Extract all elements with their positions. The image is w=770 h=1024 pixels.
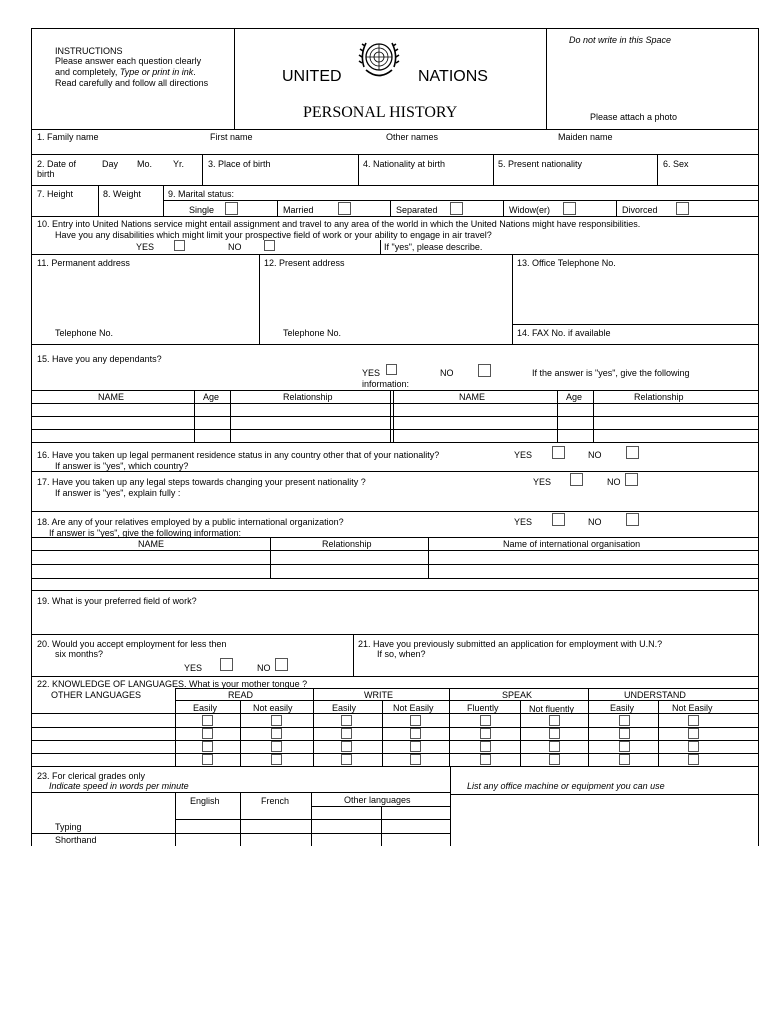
language-checkbox[interactable]	[410, 741, 421, 752]
language-checkbox[interactable]	[341, 728, 352, 739]
header-left-border	[31, 28, 32, 129]
table-row	[31, 442, 759, 443]
table-column	[658, 700, 659, 766]
understand-easily-header: Easily	[610, 703, 635, 713]
yes-label: YES	[184, 663, 203, 673]
single-checkbox[interactable]	[225, 202, 238, 215]
office-machines-label: List any office machine or equipment you can use	[467, 781, 665, 791]
telephone-label: Telephone No.	[55, 328, 114, 338]
describe-label: If "yes", please describe.	[384, 242, 483, 252]
cell-divider	[202, 154, 203, 185]
table-column	[520, 700, 521, 766]
write-header: WRITE	[364, 690, 393, 700]
language-checkbox[interactable]	[688, 754, 699, 765]
cell-divider	[358, 154, 359, 185]
cell-divider	[390, 200, 391, 216]
table-row	[31, 403, 759, 404]
table-column	[557, 390, 558, 442]
row-divider	[31, 216, 759, 217]
language-checkbox[interactable]	[341, 754, 352, 765]
table-column	[240, 700, 241, 766]
cell-divider	[503, 200, 504, 216]
sex-label: 6. Sex	[663, 159, 689, 169]
dependants-instruction: If the answer is "yes", give the following	[532, 368, 690, 378]
fax-label: 14. FAX No. if available	[517, 328, 611, 338]
other-languages-label: OTHER LANGUAGES	[51, 690, 142, 700]
nationality-change-yes-checkbox[interactable]	[570, 473, 583, 486]
table-row	[31, 550, 759, 551]
row-divider	[31, 254, 759, 255]
language-checkbox[interactable]	[688, 728, 699, 739]
relatives-sub: If answer is "yes", give the following information:	[49, 528, 241, 538]
table-border	[175, 700, 758, 701]
row-divider	[512, 324, 758, 325]
language-checkbox[interactable]	[271, 754, 282, 765]
header-divider	[234, 28, 235, 129]
table-header-age: Age	[566, 392, 583, 402]
language-checkbox[interactable]	[271, 741, 282, 752]
widowed-checkbox[interactable]	[563, 202, 576, 215]
table-column	[393, 390, 394, 442]
yes-label: YES	[362, 368, 381, 378]
widowed-label: Widow(er)	[509, 205, 551, 215]
language-checkbox[interactable]	[619, 741, 630, 752]
form-right-border	[758, 28, 759, 846]
field-of-work-question: 19. What is your preferred field of work?	[37, 596, 197, 606]
marital-status-label: 9. Marital status:	[168, 189, 235, 199]
language-checkbox[interactable]	[202, 754, 213, 765]
language-checkbox[interactable]	[410, 728, 421, 739]
table-column	[588, 688, 589, 766]
table-row	[31, 753, 759, 754]
cell-divider	[277, 200, 278, 216]
language-checkbox[interactable]	[688, 741, 699, 752]
language-checkbox[interactable]	[480, 728, 491, 739]
date-of-birth-label: birth	[37, 169, 55, 179]
relatives-no-checkbox[interactable]	[626, 513, 639, 526]
table-header-name: NAME	[138, 539, 165, 549]
row-divider	[31, 634, 759, 635]
table-column	[593, 390, 594, 442]
table-row	[31, 727, 759, 728]
dependants-no-checkbox[interactable]	[478, 364, 491, 377]
language-checkbox[interactable]	[410, 715, 421, 726]
table-row	[31, 766, 759, 767]
read-easily-header: Easily	[193, 703, 218, 713]
org-name-united: UNITED	[282, 68, 342, 85]
table-column	[194, 390, 195, 442]
residence-yes-checkbox[interactable]	[552, 446, 565, 459]
language-checkbox[interactable]	[271, 728, 282, 739]
office-use-note: Do not write in this Space	[569, 35, 672, 45]
table-column	[230, 390, 231, 442]
table-column	[382, 700, 383, 766]
row-divider	[31, 590, 759, 591]
residence-question: 16. Have you taken up legal permanent residence status in any country other that of your nationality?	[37, 450, 440, 460]
yes-label: YES	[514, 450, 533, 460]
instructions-line: Please answer each question clearly	[55, 56, 202, 66]
row-divider	[31, 471, 759, 472]
understand-header: UNDERSTAND	[624, 690, 686, 700]
language-checkbox[interactable]	[341, 741, 352, 752]
cell-divider	[493, 154, 494, 185]
table-column	[311, 792, 312, 846]
year-label: Yr.	[173, 159, 185, 169]
table-header-relationship: Relationship	[634, 392, 684, 402]
english-header: English	[190, 796, 220, 806]
disabilities-question: Have you any disabilities which might limit your prospective field of work or your ability to engage in air travel?	[55, 230, 492, 240]
shorthand-label: Shorthand	[55, 835, 97, 845]
row-divider	[31, 676, 759, 677]
no-label: NO	[588, 450, 602, 460]
understand-not-easily-header: Not Easily	[672, 703, 713, 713]
short-employment-question: six months?	[55, 649, 104, 659]
cell-divider	[616, 200, 617, 216]
no-label: NO	[257, 663, 271, 673]
short-employment-yes-checkbox[interactable]	[220, 658, 233, 671]
speak-not-fluently-header: Not fluently	[529, 704, 575, 714]
no-label: NO	[228, 242, 242, 252]
language-checkbox[interactable]	[410, 754, 421, 765]
married-label: Married	[283, 205, 314, 215]
table-column	[381, 806, 382, 846]
table-column	[428, 537, 429, 578]
divorced-label: Divorced	[622, 205, 658, 215]
table-row	[175, 819, 450, 820]
table-row	[31, 740, 759, 741]
language-checkbox[interactable]	[549, 715, 560, 726]
language-checkbox[interactable]	[549, 741, 560, 752]
row-divider	[31, 129, 759, 130]
row-divider	[31, 185, 759, 186]
table-row	[31, 578, 759, 579]
speak-header: SPEAK	[502, 690, 533, 700]
language-checkbox[interactable]	[619, 728, 630, 739]
row-divider	[31, 154, 759, 155]
first-name-label: First name	[210, 132, 253, 142]
header-divider	[546, 28, 547, 129]
day-label: Day	[102, 159, 119, 169]
row-divider	[31, 344, 759, 345]
yes-label: YES	[533, 477, 552, 487]
height-label: 7. Height	[37, 189, 74, 199]
table-border	[31, 537, 759, 538]
dependants-yes-checkbox[interactable]	[386, 364, 397, 375]
language-checkbox[interactable]	[688, 715, 699, 726]
place-of-birth-label: 3. Place of birth	[208, 159, 271, 169]
speak-fluently-header: Fluently	[467, 703, 499, 713]
write-easily-header: Easily	[332, 703, 357, 713]
languages-title: 22. KNOWLEDGE OF LANGUAGES. What is your mother tongue ?	[37, 679, 308, 689]
no-label: NO	[588, 517, 602, 527]
table-column	[175, 688, 176, 766]
residence-no-checkbox[interactable]	[626, 446, 639, 459]
clerical-sub: Indicate speed in words per minute	[49, 781, 189, 791]
no-label: NO	[440, 368, 454, 378]
yes-label: YES	[514, 517, 533, 527]
nationality-at-birth-label: 4. Nationality at birth	[363, 159, 446, 169]
clerical-title: 23. For clerical grades only	[37, 771, 146, 781]
weight-label: 8. Weight	[103, 189, 141, 199]
telephone-label: Telephone No.	[283, 328, 342, 338]
form-top-border	[31, 28, 759, 29]
language-checkbox[interactable]	[619, 754, 630, 765]
dependants-instruction: information:	[362, 379, 410, 389]
form-left-border	[31, 129, 32, 846]
disabilities-question: 10. Entry into United Nations service might entail assignment and travel to any area of the world in which the United Nations might have responsibilities.	[37, 219, 641, 229]
form-title: PERSONAL HISTORY	[303, 104, 458, 121]
read-header: READ	[228, 690, 254, 700]
instructions-line: Read carefully and follow all directions	[55, 78, 209, 88]
present-nationality-label: 5. Present nationality	[498, 159, 583, 169]
relatives-question: 18. Are any of your relatives employed by a public international organization?	[37, 517, 344, 527]
nationality-change-question: 17. Have you taken up any legal steps towards changing your present nationality ?	[37, 477, 366, 487]
divorced-checkbox[interactable]	[676, 202, 689, 215]
language-checkbox[interactable]	[202, 728, 213, 739]
family-name-label: 1. Family name	[37, 132, 99, 142]
language-checkbox[interactable]	[549, 754, 560, 765]
photo-note: Please attach a photo	[590, 112, 678, 122]
typing-label: Typing	[55, 822, 82, 832]
date-of-birth-label: 2. Date of	[37, 159, 77, 169]
table-column	[390, 390, 391, 442]
language-checkbox[interactable]	[480, 741, 491, 752]
cell-divider	[98, 185, 99, 216]
instructions-line: and completely, Type or print in ink.	[55, 67, 196, 77]
table-header-relationship: Relationship	[322, 539, 372, 549]
language-checkbox[interactable]	[619, 715, 630, 726]
dependants-question: 15. Have you any dependants?	[37, 354, 162, 364]
read-not-easily-header: Not easily	[253, 703, 293, 713]
table-header-name: NAME	[98, 392, 125, 402]
separated-checkbox[interactable]	[450, 202, 463, 215]
disabilities-no-checkbox[interactable]	[264, 240, 275, 251]
disabilities-yes-checkbox[interactable]	[174, 240, 185, 251]
cell-divider	[450, 766, 451, 846]
un-emblem-icon	[358, 37, 400, 83]
table-header-age: Age	[203, 392, 220, 402]
table-header-relationship: Relationship	[283, 392, 333, 402]
instructions-title: INSTRUCTIONS	[55, 46, 123, 56]
language-checkbox[interactable]	[480, 754, 491, 765]
table-column	[175, 792, 176, 846]
cell-divider	[353, 634, 354, 676]
maiden-name-label: Maiden name	[558, 132, 613, 142]
table-header-organisation: Name of international organisation	[503, 539, 641, 549]
permanent-address-label: 11. Permanent address	[37, 258, 130, 268]
cell-divider	[512, 254, 513, 344]
table-row	[31, 713, 759, 714]
language-checkbox[interactable]	[271, 715, 282, 726]
office-telephone-label: 13. Office Telephone No.	[517, 258, 616, 268]
yes-label: YES	[136, 242, 155, 252]
write-not-easily-header: Not Easily	[393, 703, 434, 713]
relatives-yes-checkbox[interactable]	[552, 513, 565, 526]
language-checkbox[interactable]	[202, 715, 213, 726]
row-divider	[31, 511, 759, 512]
language-checkbox[interactable]	[341, 715, 352, 726]
previous-application-question: If so, when?	[377, 649, 426, 659]
short-employment-no-checkbox[interactable]	[275, 658, 288, 671]
residence-sub: If answer is "yes", which country?	[55, 461, 189, 471]
cell-divider	[657, 154, 658, 185]
table-column	[270, 537, 271, 578]
cell-divider	[380, 240, 381, 254]
nationality-change-no-checkbox[interactable]	[625, 473, 638, 486]
row-divider	[163, 200, 758, 201]
other-languages-header: Other languages	[344, 795, 411, 805]
table-border	[175, 688, 758, 689]
present-address-label: 12. Present address	[264, 258, 345, 268]
previous-application-question: 21. Have you previously submitted an application for employment with U.N.?	[358, 639, 663, 649]
no-label: NO	[607, 477, 621, 487]
language-checkbox[interactable]	[202, 741, 213, 752]
table-border	[450, 794, 758, 795]
nationality-change-sub: If answer is "yes", explain fully :	[55, 488, 181, 498]
short-employment-question: 20. Would you accept employment for less then	[37, 639, 227, 649]
name-input[interactable]	[37, 143, 752, 153]
table-column	[449, 688, 450, 766]
month-label: Mo.	[137, 159, 153, 169]
table-column	[313, 688, 314, 766]
table-row	[31, 416, 759, 417]
french-header: French	[261, 796, 290, 806]
married-checkbox[interactable]	[338, 202, 351, 215]
language-checkbox[interactable]	[480, 715, 491, 726]
table-header-name: NAME	[459, 392, 486, 402]
single-label: Single	[189, 205, 215, 215]
separated-label: Separated	[396, 205, 438, 215]
language-checkbox[interactable]	[549, 728, 560, 739]
other-names-label: Other names	[386, 132, 439, 142]
table-row	[31, 564, 759, 565]
table-border	[31, 390, 759, 391]
org-name-nations: NATIONS	[418, 68, 488, 85]
cell-divider	[259, 254, 260, 344]
table-row	[31, 429, 759, 430]
table-column	[240, 792, 241, 846]
